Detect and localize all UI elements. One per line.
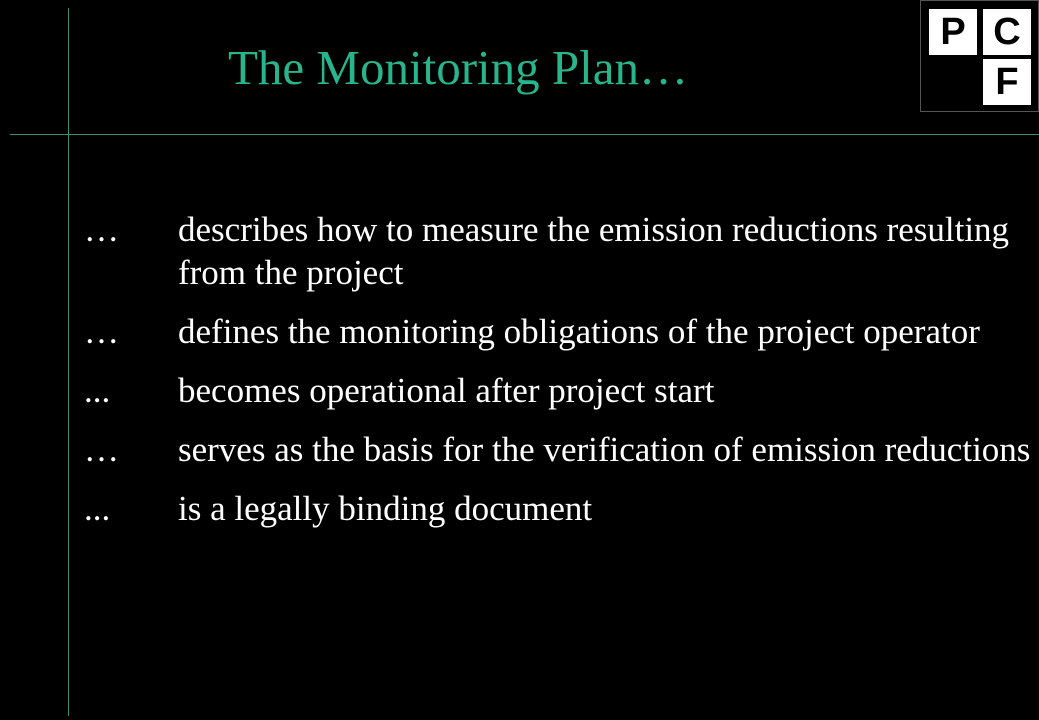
bullet-item	[84, 428, 1034, 471]
logo-letter-p: P	[929, 9, 977, 55]
bullet-marker: ...	[84, 489, 111, 528]
bullet-text: becomes operational after project start	[178, 371, 715, 410]
horizontal-rule-line	[10, 134, 1039, 135]
bullet-item	[84, 310, 1034, 353]
vertical-rule-line	[68, 8, 69, 716]
bullet-text: is a legally binding document	[178, 489, 593, 528]
bullet-marker: …	[84, 430, 119, 469]
logo-letter-c: C	[983, 9, 1031, 55]
bullet-text: serves as the basis for the verification of emission reductions	[178, 430, 1031, 469]
bullet-text: describes how to measure the emission reductions resulting from the project	[178, 210, 1010, 292]
bullet-marker: ...	[84, 371, 111, 410]
bullet-marker: …	[84, 210, 119, 249]
slide-title: The Monitoring Plan…	[228, 40, 689, 95]
bullet-text: defines the monitoring obligations of the project operator	[178, 312, 980, 351]
bullet-item	[84, 487, 1034, 530]
bullet-list	[84, 208, 1034, 546]
bullet-item	[84, 208, 1034, 294]
bullet-marker: …	[84, 312, 119, 351]
pcf-logo	[920, 0, 1039, 112]
logo-letter-f: F	[983, 59, 1031, 105]
bullet-item	[84, 369, 1034, 412]
